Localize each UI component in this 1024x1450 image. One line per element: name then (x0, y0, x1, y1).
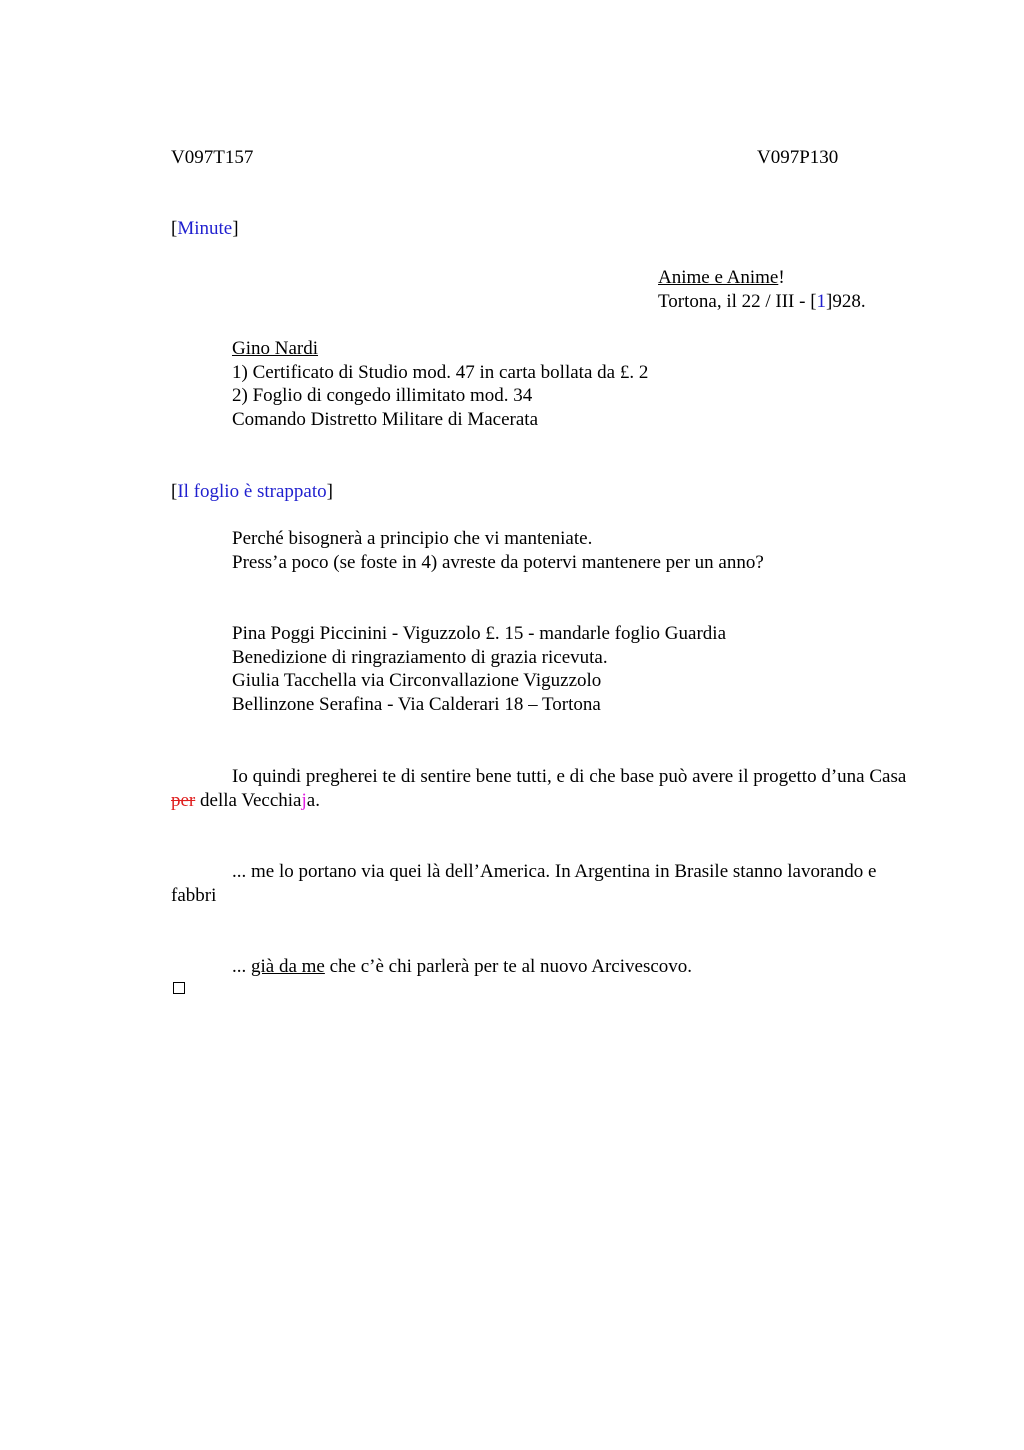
maintenance-line-1: Perché bisognerà a principio che vi manteniate. (232, 528, 593, 549)
document-code-left: V097T157 (171, 147, 254, 168)
recipient-block (232, 337, 648, 431)
motto-punct: ! (778, 267, 785, 288)
bracket-open: [ (171, 481, 178, 502)
names-line-2: Benedizione di ringraziamento di grazia ricevuta. (232, 646, 608, 668)
date-suffix: ]928. (826, 290, 866, 312)
document-item-2: 2) Foglio di congedo illimitato mod. 34 (232, 385, 533, 406)
maintenance-block (232, 527, 764, 574)
maintenance-line-2: Press’a poco (se foste in 4) avreste da potervi mantenere per un anno? (232, 551, 764, 573)
bracket-open: [ (171, 218, 178, 239)
paragraph-text-c: a. (306, 789, 320, 811)
paragraph-america: ... me lo portano via quei là dell’America. In Argentina in Brasile stanno lavorando e fabbri (171, 861, 877, 906)
document-code-right: V097P130 (757, 147, 839, 168)
torn-page-note (171, 480, 333, 504)
date-prefix: Tortona, il 22 / III - [ (658, 290, 817, 312)
recipient-name: Gino Nardi (232, 338, 319, 359)
paragraph-suffix: che c’è chi parlerà per te al nuovo Arcivescovo. (324, 956, 693, 977)
paragraph-casa-vecchiaja (171, 765, 921, 812)
paragraph-text-b: della Vecchia (195, 789, 302, 811)
bracket-close: ] (232, 218, 239, 239)
date-insert: 1 (816, 290, 827, 312)
underlined-phrase: già da me (251, 956, 325, 977)
names-line-3: Giulia Tacchella via Circonvallazione Viguzzolo (232, 670, 602, 691)
date-line (658, 290, 866, 314)
square-marker-icon (173, 982, 185, 994)
inserted-letter: j (301, 789, 307, 811)
motto-text: Anime e Anime (658, 267, 779, 288)
document-item-1: 1) Certificato di Studio mod. 47 in carta bollata da £. 2 (232, 361, 649, 383)
minute-label: Minute (177, 218, 233, 239)
torn-page-label: Il foglio è strappato (177, 481, 327, 502)
names-line-1: Pina Poggi Piccinini - Viguzzolo £. 15 - mandarle foglio Guardia (232, 623, 726, 644)
paragraph-text-a: Io quindi pregherei te di sentire bene tutti, e di che base può avere il progetto d’una Casa (232, 766, 907, 787)
motto-line (658, 266, 866, 290)
names-line-4: Bellinzone Serafina - Via Calderari 18 – Tortona (232, 693, 601, 715)
names-block (232, 622, 726, 716)
military-district: Comando Distretto Militare di Macerata (232, 408, 539, 430)
deleted-word: per (171, 789, 196, 811)
minute-note (171, 217, 239, 241)
paragraph-arcivescovo (171, 955, 921, 979)
bracket-close: ] (326, 481, 333, 502)
paragraph-prefix: ... (232, 956, 251, 977)
letter-heading (658, 266, 866, 313)
